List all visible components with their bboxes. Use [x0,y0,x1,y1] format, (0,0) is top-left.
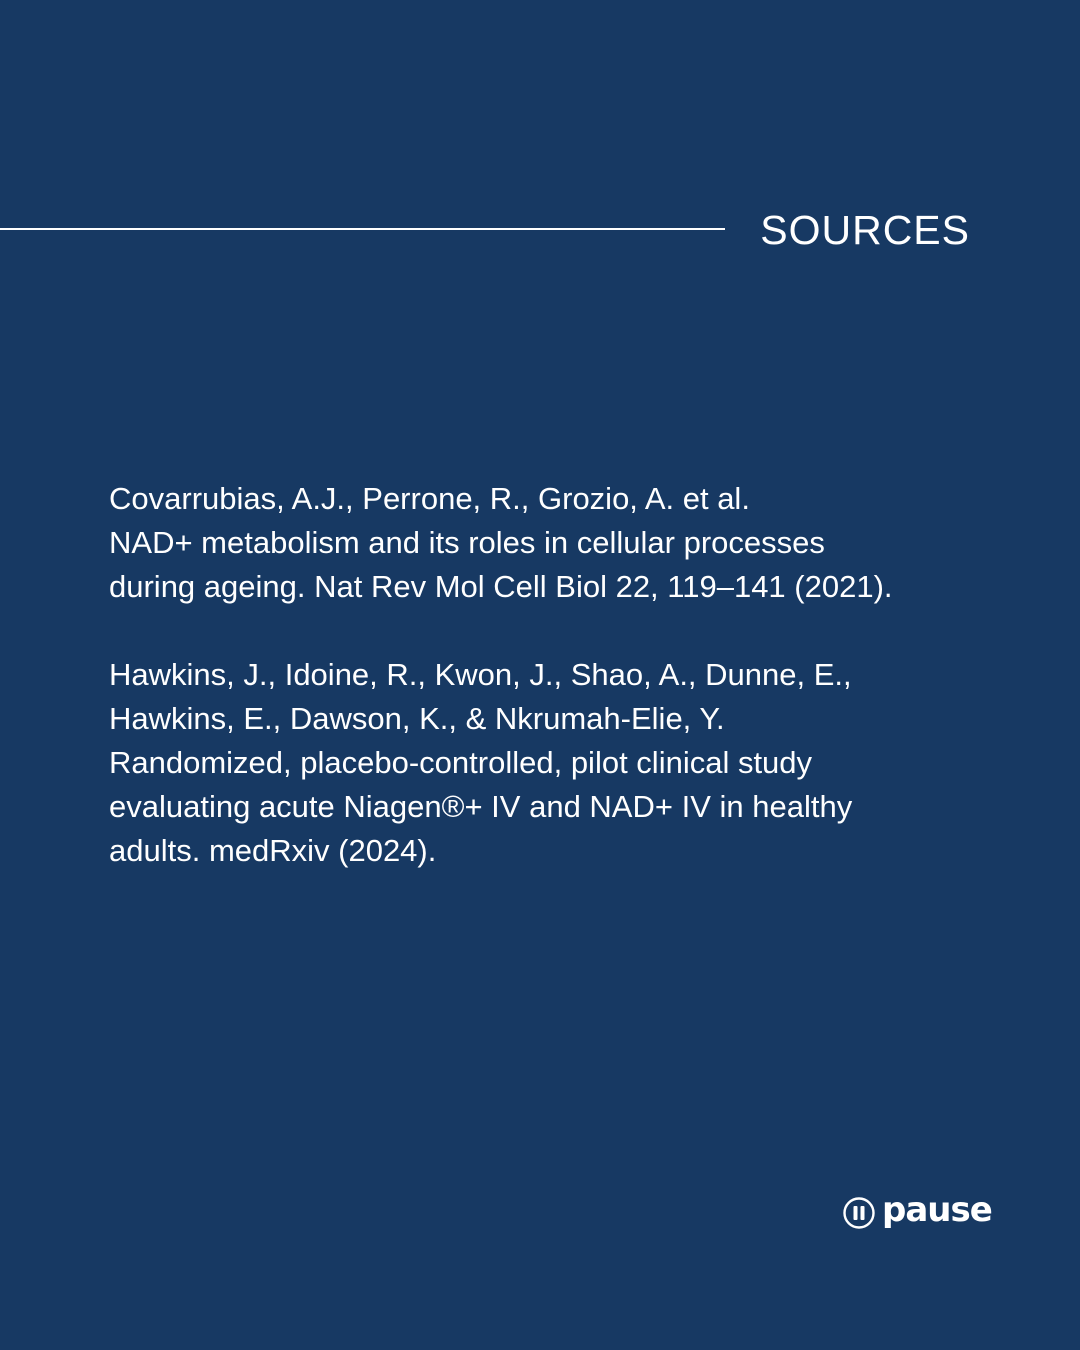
page-title: SOURCES [760,207,970,253]
source-citation [109,477,1009,609]
citation-line: Hawkins, J., Idoine, R., Kwon, J., Shao, A., Dunne, E., [109,657,852,692]
brand-logo [843,1192,995,1234]
citation-line: evaluating acute Niagen®+ IV and NAD+ IV in healthy [109,789,853,824]
citation-line: adults. medRxiv (2024). [109,833,437,868]
citation-line: Covarrubias, A.J., Perrone, R., Grozio, A. et al. [109,481,750,516]
citation-line: Randomized, placebo-controlled, pilot clinical study [109,745,813,780]
citation-line: NAD+ metabolism and its roles in cellular processes [109,525,825,560]
brand-name: pause [882,1190,992,1230]
citation-line: Hawkins, E., Dawson, K., & Nkrumah-Elie, Y. [109,701,725,736]
pause-icon [843,1197,875,1229]
source-citation [109,653,1009,873]
header-divider [0,228,725,230]
sources-list [109,477,1009,917]
citation-line: during ageing. Nat Rev Mol Cell Biol 22, 119–141 (2021). [109,569,893,604]
